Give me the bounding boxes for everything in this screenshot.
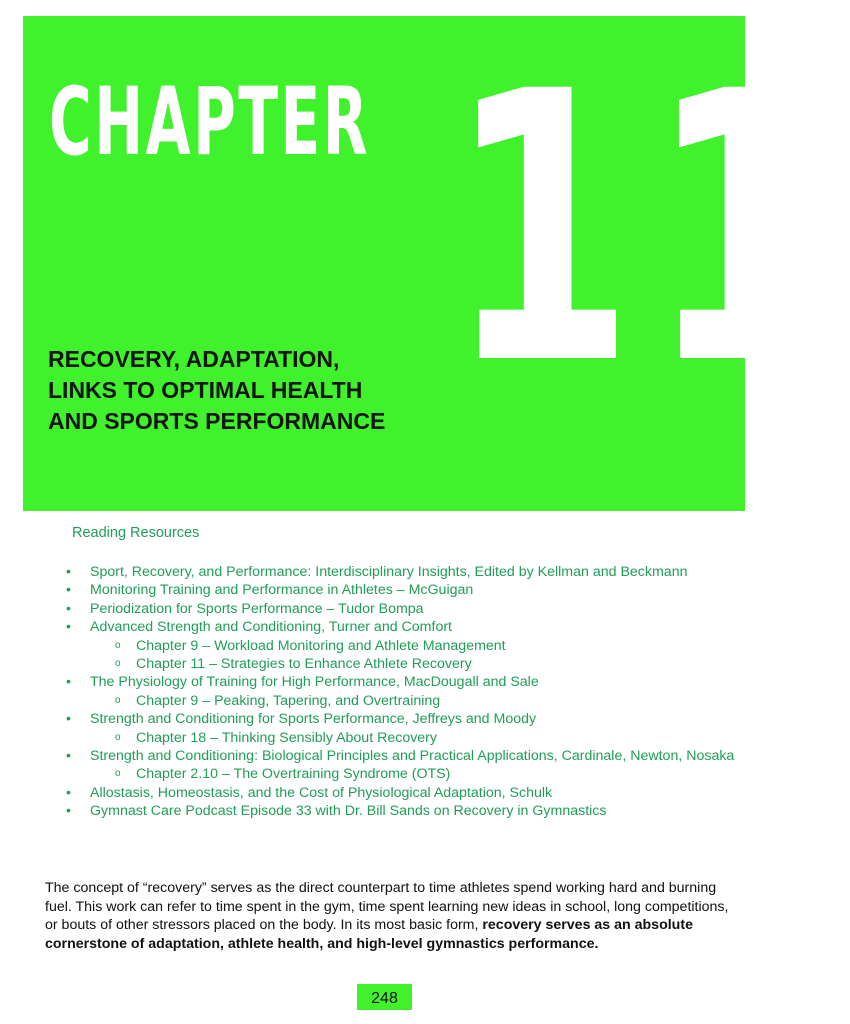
bullet-icon: • (66, 784, 71, 801)
bullet-icon: • (66, 619, 71, 636)
bullet-icon: • (66, 674, 71, 691)
bullet-icon: • (66, 564, 71, 580)
bullet-icon: • (66, 600, 71, 617)
bullet-icon: • (66, 711, 71, 728)
chapter-number: 11 (448, 13, 850, 446)
bullet-icon: • (66, 748, 71, 765)
bullet-icon: • (66, 582, 71, 599)
resource-subitem[interactable] (60, 692, 740, 710)
chapter-title (48, 344, 428, 437)
circle-bullet-icon: o (115, 694, 121, 706)
chapter-label: CHAPTER (49, 68, 371, 177)
resource-subitem[interactable] (60, 765, 740, 783)
resource-subitem[interactable] (60, 729, 740, 747)
reading-resources-list (60, 563, 740, 821)
resource-item[interactable] (60, 581, 740, 599)
body-paragraph (45, 879, 735, 953)
resource-item[interactable] (60, 563, 740, 581)
circle-bullet-icon: o (115, 768, 121, 780)
resource-subitem[interactable] (60, 637, 740, 655)
resource-item-text: Strength and Conditioning: Biological Principles and Practical Applications, Cardinale, Newton, Nosaka (90, 748, 735, 765)
resource-item[interactable] (60, 600, 740, 618)
resource-item-text: Strength and Conditioning for Sports Performance, Jeffreys and Moody (90, 711, 537, 728)
resource-item-text: Monitoring Training and Performance in Athletes – McGuigan (90, 582, 474, 599)
circle-bullet-icon: o (115, 639, 121, 651)
resource-item[interactable] (60, 618, 740, 636)
page-number: 248 (357, 984, 412, 1010)
chapter-banner (23, 13, 850, 511)
resource-subitem-text: Chapter 2.10 – The Overtraining Syndrome (OTS) (136, 766, 451, 783)
resource-subitem-text: Chapter 18 – Thinking Sensibly About Recovery (136, 729, 438, 746)
resource-item-text: Allostasis, Homeostasis, and the Cost of Physiological Adaptation, Schulk (90, 784, 553, 801)
resource-item[interactable] (60, 784, 740, 802)
resource-subitem[interactable] (60, 655, 740, 673)
resource-item[interactable] (60, 747, 740, 765)
body-text-emphasis: recovery serves as an absolute cornerstone of adaptation, athlete health, and high-level gymnastics performance. (45, 917, 693, 952)
resource-subitem-text: Chapter 11 – Strategies to Enhance Athlete Recovery (136, 656, 472, 673)
resource-item-text: Gymnast Care Podcast Episode 33 with Dr. Bill Sands on Recovery in Gymnastics (90, 803, 607, 820)
chapter-title-line: RECOVERY, ADAPTATION, (48, 346, 340, 372)
body-text: The concept of “recovery” serves as the direct counterpart to time athletes spend working hard and burning fuel. This work can refer to time spent in the gym, time spent learning new ideas in school, long competitions, or bouts of other stressors placed on the body. In its most basic form, (45, 880, 729, 934)
resource-item-text: Advanced Strength and Conditioning, Turner and Comfort (90, 619, 453, 636)
resource-subitem-text: Chapter 9 – Workload Monitoring and Athlete Management (136, 637, 506, 654)
resource-subitem-text: Chapter 9 – Peaking, Tapering, and Overtraining (136, 692, 441, 709)
circle-bullet-icon: o (115, 658, 121, 670)
resource-item[interactable] (60, 802, 740, 820)
chapter-title-line: LINKS TO OPTIMAL HEALTH (48, 377, 363, 403)
resource-item-text: Periodization for Sports Performance – Tudor Bompa (90, 600, 424, 617)
bullet-icon: • (66, 803, 71, 820)
resource-item[interactable] (60, 673, 740, 691)
resource-item-text: The Physiology of Training for High Performance, MacDougall and Sale (90, 674, 539, 691)
resource-item[interactable] (60, 710, 740, 728)
chapter-title-line: AND SPORTS PERFORMANCE (48, 408, 386, 434)
reading-resources-heading: Reading Resources (72, 525, 200, 541)
resource-item-text: Sport, Recovery, and Performance: Interdisciplinary Insights, Edited by Kellman and Beckmann (90, 564, 688, 580)
circle-bullet-icon: o (115, 731, 121, 743)
